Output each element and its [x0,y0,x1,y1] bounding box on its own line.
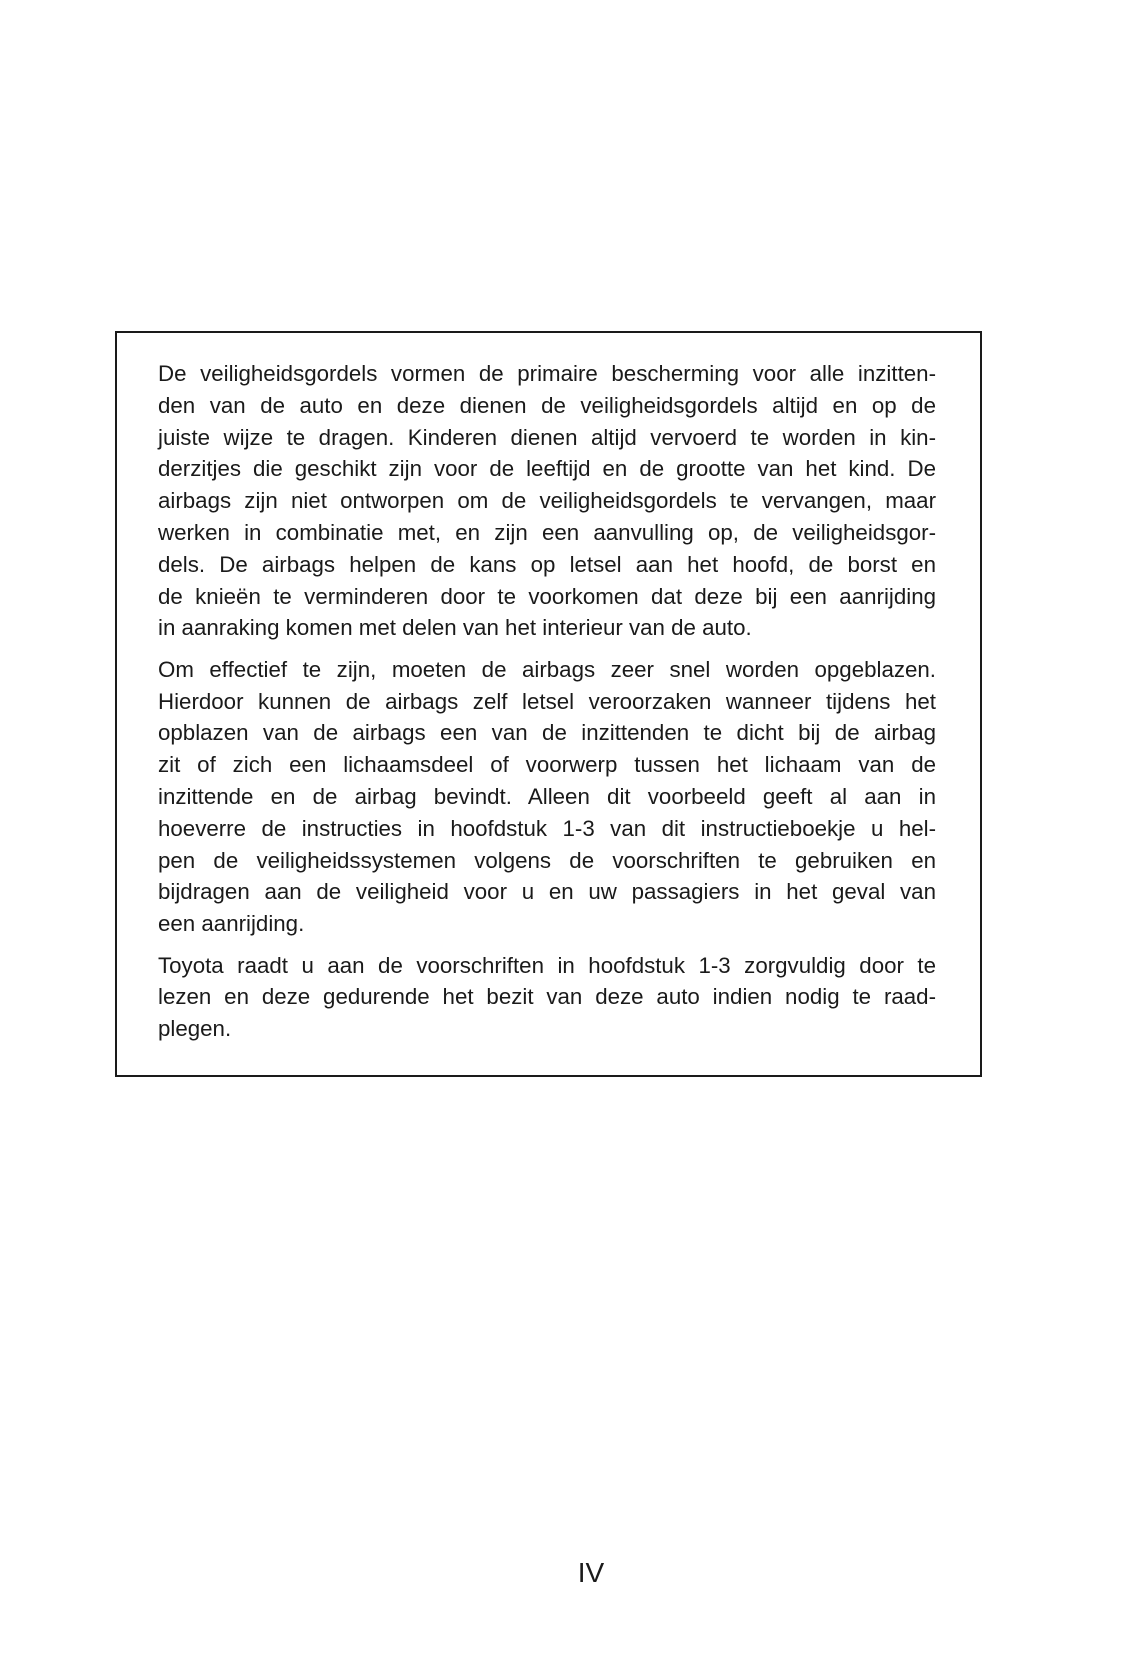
notice-paragraph-3 [158,950,936,1045]
text-line: in aanraking komen met delen van het interieur van de auto. [158,615,752,641]
text-line: de knieën te verminderen door te voorkomen dat deze bij een aanrijding [158,583,936,609]
text-line: Om effectief te zijn, moeten de airbags zeer snel worden opgeblazen. [158,656,936,682]
notice-paragraph-2 [158,654,936,940]
page-number: IV [577,1557,605,1588]
safety-notice-box [115,331,982,1077]
text-line: pen de veiligheidssystemen volgens de voorschriften te gebruiken en [158,847,936,873]
text-line: De veiligheidsgordels vormen de primaire bescherming voor alle inzitten- [158,361,936,386]
text-line: dels. De airbags helpen de kans op letsel aan het hoofd, de borst en [158,551,936,577]
text-line: Hierdoor kunnen de airbags zelf letsel veroorzaken wanneer tijdens het [158,688,936,714]
text-line: inzittende en de airbag bevindt. Alleen dit voorbeeld geeft al aan in [158,783,936,809]
text-line: den van de auto en deze dienen de veiligheidsgordels altijd en op de [158,392,936,418]
text-line: een aanrijding. [158,911,305,937]
text-line: hoeverre de instructies in hoofdstuk 1-3 van dit instructieboekje u hel- [158,815,936,841]
text-line: airbags zijn niet ontworpen om de veiligheidsgordels te vervangen, maar [158,488,936,514]
text-line: opblazen van de airbags een van de inzittenden te dicht bij de airbag [158,720,936,746]
notice-paragraph-1 [158,358,936,644]
text-line: derzitjes die geschikt zijn voor de leeftijd en de grootte van het kind. De [158,456,936,482]
text-line: lezen en deze gedurende het bezit van deze auto indien nodig te raad- [158,984,936,1010]
text-line: zit of zich een lichaamsdeel of voorwerp tussen het lichaam van de [158,752,936,778]
text-line: werken in combinatie met, en zijn een aanvulling op, de veiligheidsgor- [158,519,936,545]
text-line: Toyota raadt u aan de voorschriften in hoofdstuk 1-3 zorgvuldig door te [158,952,936,978]
text-line: bijdragen aan de veiligheid voor u en uw passagiers in het geval van [158,879,936,905]
text-line: plegen. [158,1016,232,1042]
text-line: juiste wijze te dragen. Kinderen dienen altijd vervoerd te worden in kin- [158,424,936,450]
